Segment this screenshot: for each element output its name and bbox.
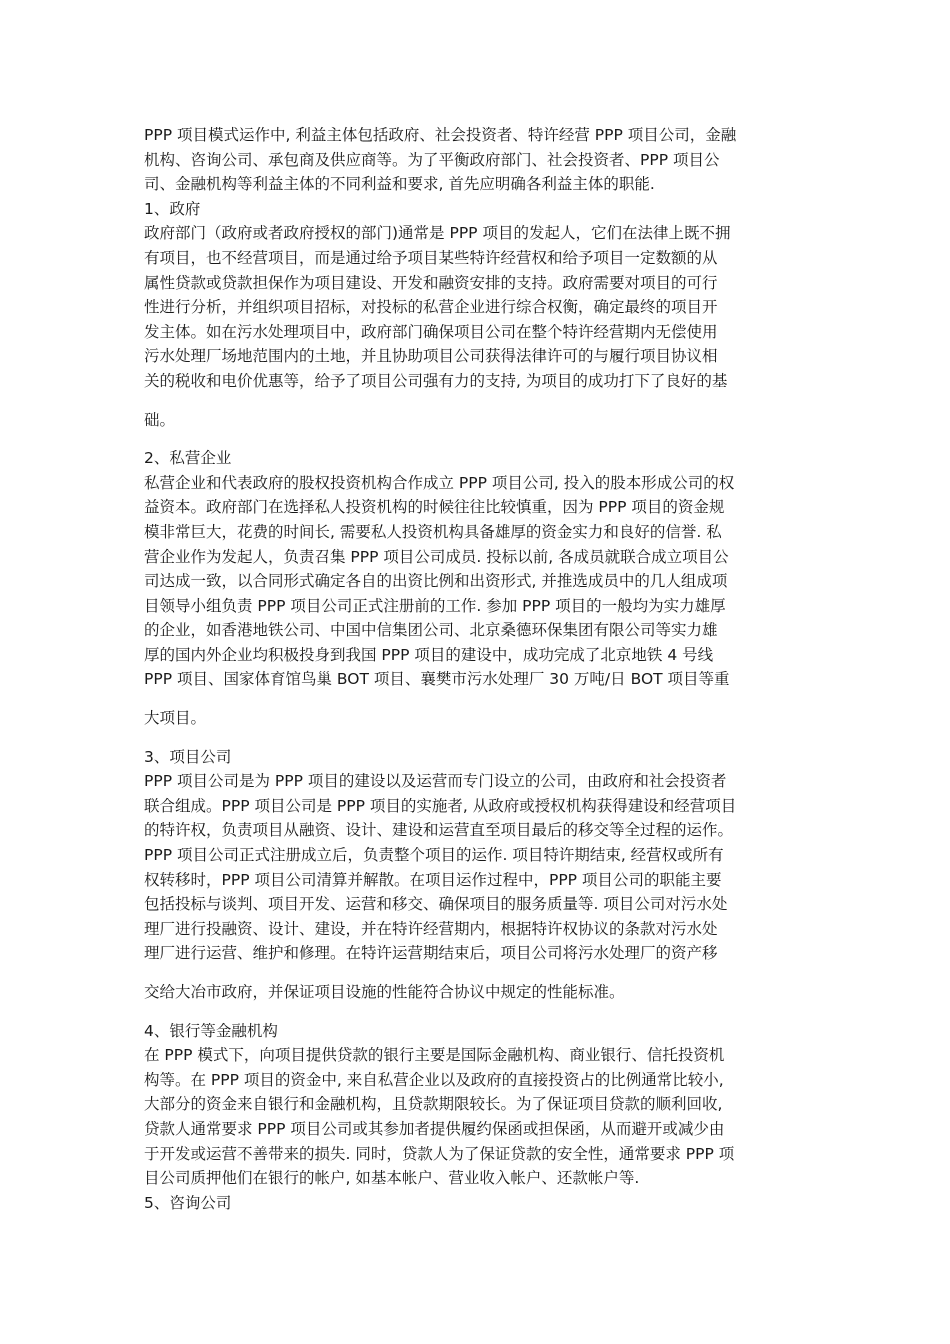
paragraph-gap [144,432,814,446]
text-line: 司、金融机构等利益主体的不同利益和要求, 首先应明确各利益主体的职能. [144,175,655,194]
section-heading: 2、私营企业 [144,449,232,468]
text-line: 包括投标与谈判、项目开发、运营和移交、确保项目的服务质量等. 项目公司对污水处 [144,895,728,914]
text-line: 目领导小组负责 PPP 项目公司正式注册前的工作. 参加 PPP 项目的一般均为实力雄厚 [144,596,726,615]
text-line: 目公司质押他们在银行的帐户, 如基本帐户、营业收入帐户、还款帐户等. [144,1169,640,1188]
paragraph-gap [144,394,814,408]
text-line: 发主体。如在污水处理项目中，政府部门确保项目公司在整个特许经营期内无偿使用 [144,322,718,341]
text-line: 有项目，也不经营项目，而是通过给予项目某些特许经营权和给予项目一定数额的从 [144,248,718,267]
text-line: PPP 项目公司是为 PPP 项目的建设以及运营而专门设立的公司，由政府和社会投资者 [144,772,727,791]
text-line: 机构、咨询公司、承包商及供应商等。为了平衡政府部门、社会投资者、PPP 项目公 [144,150,720,169]
paragraph-gap [144,692,814,706]
text-line: 大部分的资金来自银行和金融机构，且贷款期限较长。为了保证项目贷款的顺利回收, [144,1095,723,1114]
text-line: 性进行分析，并组织项目招标，对投标的私营企业进行综合权衡，确定最终的项目开 [144,298,718,317]
text-line: 交给大冶市政府，并保证项目设施的性能符合协议中规定的性能标准。 [144,983,625,1001]
document-body [144,123,814,1215]
text-line: 大项目。 [144,709,207,728]
paragraph-gap [144,966,814,980]
text-line: 益资本。政府部门在选择私人投资机构的时候往往比较慎重，因为 PPP 项目的资金规 [144,498,725,517]
text-line: PPP 项目模式运作中, 利益主体包括政府、社会投资者、特许经营 PPP 项目公司，金融 [144,126,737,144]
section-government [144,197,814,446]
text-line: 厚的国内外企业均积极投身到我国 PPP 项目的建设中，成功完成了北京地铁 4 号线 [144,645,714,664]
text-line: 础。 [144,410,176,429]
text-line: 政府部门（政府或者政府授权的部门)通常是 PPP 项目的发起人，它们在法律上既不拥 [144,224,731,243]
section-heading: 4、银行等金融机构 [144,1021,278,1040]
text-line: 司达成一致，以合同形式确定各自的出资比例和出资形式, 并推选成员中的几人组成项 [144,572,728,591]
text-line: 私营企业和代表政府的股权投资机构合作成立 PPP 项目公司, 投入的股本形成公司的权 [144,473,735,492]
paragraph-gap [144,731,814,745]
section-consulting-company [144,1191,814,1216]
section-financial-institutions [144,1019,814,1191]
section-heading: 1、政府 [144,199,201,218]
section-project-company [144,745,814,1019]
text-line: 营企业作为发起人，负责召集 PPP 项目公司成员. 投标以前, 各成员就联合成立项目公 [144,547,729,566]
text-line: 联合组成。PPP 项目公司是 PPP 项目的实施者, 从政府或授权机构获得建设和经营项目 [144,796,737,815]
section-private-enterprise [144,446,814,745]
text-line: 权转移时，PPP 项目公司清算并解散。在项目运作过程中，PPP 项目公司的职能主要 [144,870,722,889]
text-line: 理厂进行投融资、设计、建设，并在特许经营期内，根据特许权协议的条款对污水处 [144,919,718,938]
text-line: 关的税收和电价优惠等，给予了项目公司强有力的支持, 为项目的成功打下了良好的基 [144,371,728,390]
text-line: 的企业，如香港地铁公司、中国中信集团公司、北京桑德环保集团有限公司等实力雄 [144,621,718,640]
text-line: 于开发或运营不善带来的损失. 同时，贷款人为了保证贷款的安全性，通常要求 PPP 项 [144,1144,735,1163]
section-heading: 5、咨询公司 [144,1193,232,1212]
text-line: 构等。在 PPP 项目的资金中, 来自私营企业以及政府的直接投资占的比例通常比较小, [144,1070,724,1089]
text-line: PPP 项目、国家体育馆鸟巢 BOT 项目、襄樊市污水处理厂 30 万吨/日 BOT 项目等重 [144,670,730,689]
paragraph-gap [144,1005,814,1019]
text-line: 的特许权，负责项目从融资、设计、建设和运营直至项目最后的移交等全过程的运作。 [144,821,734,840]
text-line: 贷款人通常要求 PPP 项目公司或其参加者提供履约保函或担保函，从而避开或减少由 [144,1119,725,1138]
text-line: PPP 项目公司正式注册成立后，负责整个项目的运作. 项目特许期结束, 经营权或所有 [144,846,724,865]
section-heading: 3、项目公司 [144,747,232,766]
text-line: 在 PPP 模式下，向项目提供贷款的银行主要是国际金融机构、商业银行、信托投资机 [144,1046,725,1065]
intro-paragraph [144,123,814,197]
text-line: 属性贷款或贷款担保作为项目建设、开发和融资安排的支持。政府需要对项目的可行 [144,273,718,292]
text-line: 理厂进行运营、维护和修理。在特许运营期结束后，项目公司将污水处理厂的资产移 [144,944,718,963]
text-line: 模非常巨大，花费的时间长, 需要私人投资机构具备雄厚的资金实力和良好的信誉. 私 [144,522,722,541]
text-line: 污水处理厂场地范围内的土地，并且协助项目公司获得法律许可的与履行项目协议相 [144,347,718,366]
